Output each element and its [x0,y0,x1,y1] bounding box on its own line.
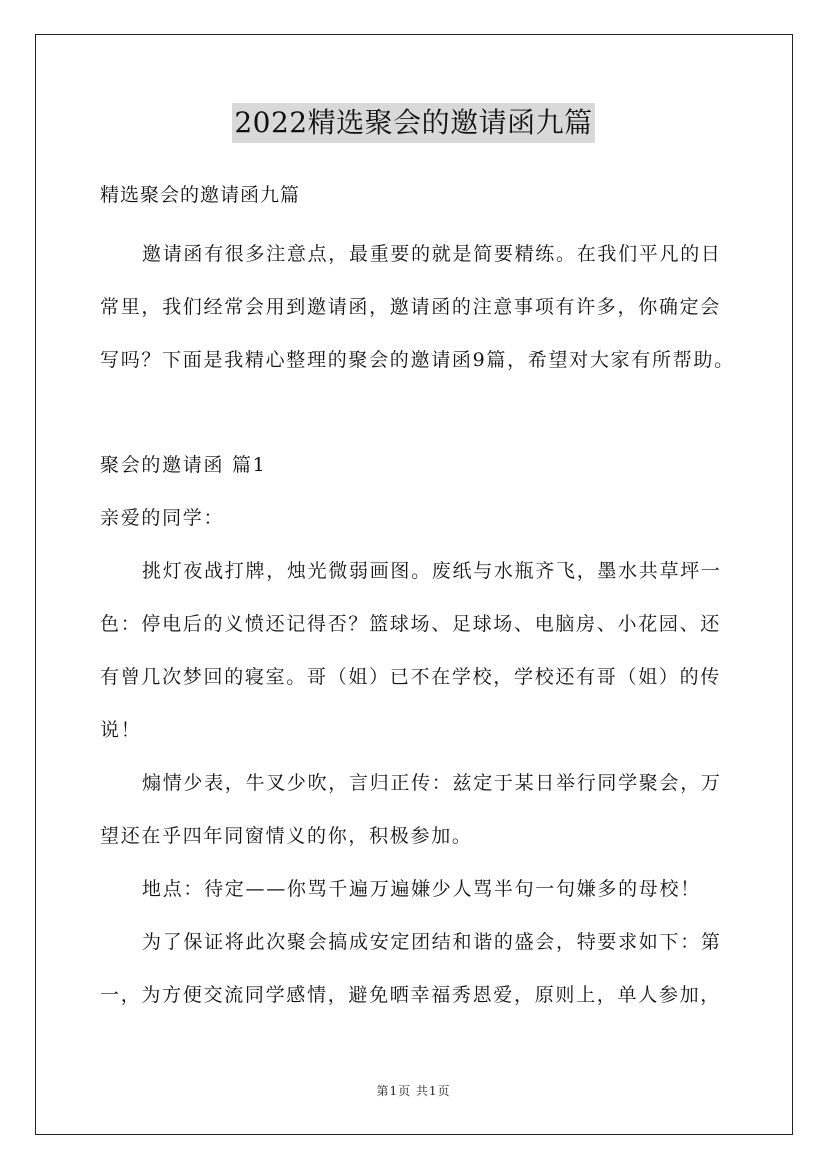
paragraph-1 [100,545,740,757]
paragraph-line: 望还在乎四年同窗情义的你，积极参加。 [100,825,473,847]
paragraph-3 [100,863,740,916]
paragraph-2 [100,757,740,863]
paragraph-line: 挑灯夜战打牌，烛光微弱画图。废纸与水瓶齐飞，墨水共草坪一 [142,560,722,582]
document-subtitle: 精选聚会的邀请函九篇 [100,184,301,206]
paragraph-line: 有曾几次梦回的寝室。哥（姐）已不在学校，学校还有哥（姐）的传 [100,666,722,688]
paragraph-line: 说！ [100,719,142,741]
paragraph-line: 煽情少表，牛叉少吹，言归正传：兹定于某日举行同学聚会，万 [142,772,722,794]
paragraph-line: 一，为方便交流同学感情，避免晒幸福秀恩爱，原则上，单人参加， [100,984,722,1006]
paragraph-line: 为了保证将此次聚会搞成安定团结和谐的盛会，特要求如下：第 [142,931,722,953]
paragraph-4 [100,916,740,1022]
intro-paragraph [100,228,740,387]
section-heading: 聚会的邀请函 篇1 [100,454,267,476]
paragraph-line: 邀请函有很多注意点，最重要的就是简要精练。在我们平凡的日 [142,243,722,265]
paragraph-line: 写吗？下面是我精心整理的聚会的邀请函9篇，希望对大家有所帮助。 [100,349,735,371]
paragraph-line: 色：停电后的义愤还记得否？篮球场、足球场、电脑房、小花园、还 [100,613,722,635]
page-footer: 第1页 共1页 [376,1084,451,1098]
paragraph-line: 地点：待定——你骂千遍万遍嫌少人骂半句一句嫌多的母校！ [142,878,701,900]
document-body [100,174,740,1022]
spacer [100,216,740,228]
document-title-text: 2022精选聚会的邀请函九篇 [232,103,594,143]
document-title [0,102,827,143]
salutation: 亲爱的同学： [100,507,225,529]
paragraph-line: 常里，我们经常会用到邀请函，邀请函的注意事项有许多，你确定会 [100,296,722,318]
spacer [100,387,740,439]
